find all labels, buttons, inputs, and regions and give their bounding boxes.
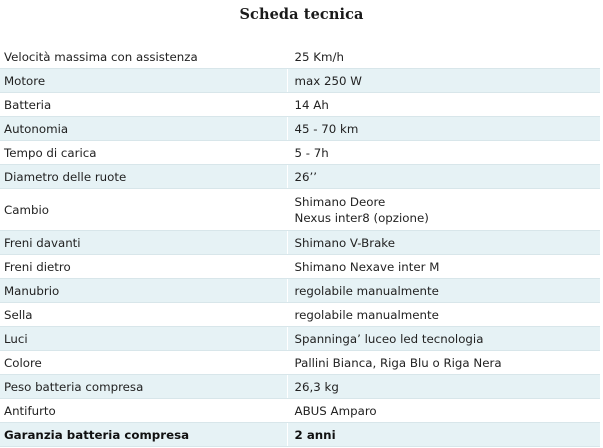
spec-value: 45 - 70 km (287, 117, 600, 141)
table-row (0, 165, 600, 189)
spec-value: 14 Ah (287, 93, 600, 117)
spec-value-line: Shimano Deore (294, 194, 386, 209)
spec-value: Spanninga’ luceo led tecnologia (287, 327, 600, 351)
spec-table (0, 45, 600, 447)
spec-value: Shimano V-Brake (287, 231, 600, 255)
spec-value: 5 - 7h (287, 141, 600, 165)
table-row (0, 327, 600, 351)
spec-label: Peso batteria compresa (0, 375, 287, 399)
spec-label: Cambio (0, 189, 287, 231)
table-row (0, 189, 600, 231)
spec-value: Shimano Nexave inter M (287, 255, 600, 279)
spec-label: Freni davanti (0, 231, 287, 255)
spec-label: Garanzia batteria compresa (0, 423, 287, 447)
table-row (0, 231, 600, 255)
spec-label: Colore (0, 351, 287, 375)
spec-label: Manubrio (0, 279, 287, 303)
table-row (0, 255, 600, 279)
spec-value: regolabile manualmente (287, 279, 600, 303)
table-row (0, 141, 600, 165)
spec-label: Luci (0, 327, 287, 351)
spec-value-line: Nexus inter8 (opzione) (294, 210, 429, 225)
spec-value: 26,3 kg (287, 375, 600, 399)
table-row (0, 303, 600, 327)
table-row (0, 45, 600, 69)
spec-label: Tempo di carica (0, 141, 287, 165)
spec-value: 2 anni (287, 423, 600, 447)
page-title: Scheda tecnica (239, 6, 364, 23)
table-row (0, 423, 600, 447)
spec-value: Pallini Bianca, Riga Blu o Riga Nera (287, 351, 600, 375)
spec-label: Sella (0, 303, 287, 327)
table-row (0, 93, 600, 117)
spec-label: Batteria (0, 93, 287, 117)
table-row (0, 279, 600, 303)
table-row (0, 69, 600, 93)
spec-label: Freni dietro (0, 255, 287, 279)
spec-label: Diametro delle ruote (0, 165, 287, 189)
spec-value: 26’’ (287, 165, 600, 189)
spec-value: 25 Km/h (287, 45, 600, 69)
table-row (0, 375, 600, 399)
spec-label: Autonomia (0, 117, 287, 141)
spec-value: max 250 W (287, 69, 600, 93)
spec-label: Antifurto (0, 399, 287, 423)
spec-value (287, 189, 600, 231)
spec-label: Velocità massima con assistenza (0, 45, 287, 69)
table-row (0, 117, 600, 141)
table-row (0, 399, 600, 423)
spec-value: ABUS Amparo (287, 399, 600, 423)
table-row (0, 351, 600, 375)
spec-value: regolabile manualmente (287, 303, 600, 327)
spec-label: Motore (0, 69, 287, 93)
